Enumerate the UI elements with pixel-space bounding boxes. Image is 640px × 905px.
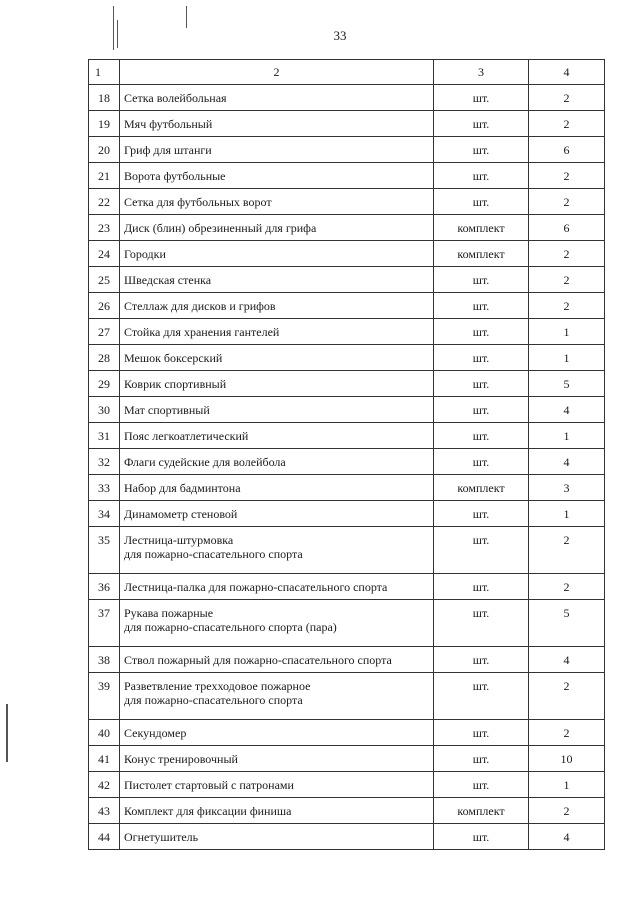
item-name-cell <box>120 85 434 111</box>
quantity-cell: 1 <box>529 319 605 345</box>
item-name-cell <box>120 574 434 600</box>
row-number-cell: 22 <box>89 189 120 215</box>
row-number-cell: 18 <box>89 85 120 111</box>
quantity-cell: 2 <box>529 798 605 824</box>
unit-cell: шт. <box>434 574 529 600</box>
equipment-table <box>88 59 605 850</box>
header-col-3: 3 <box>434 60 529 85</box>
table-row <box>89 137 605 163</box>
row-number-cell: 32 <box>89 449 120 475</box>
row-number-cell: 37 <box>89 600 120 647</box>
item-name-cell <box>120 137 434 163</box>
item-name-cell <box>120 449 434 475</box>
row-number-cell: 44 <box>89 824 120 850</box>
unit-cell: комплект <box>434 215 529 241</box>
row-number-cell: 33 <box>89 475 120 501</box>
unit-cell: шт. <box>434 647 529 673</box>
table-row <box>89 746 605 772</box>
row-number-cell: 27 <box>89 319 120 345</box>
table-row <box>89 824 605 850</box>
item-name-cell <box>120 746 434 772</box>
quantity-cell: 2 <box>529 189 605 215</box>
table-row <box>89 189 605 215</box>
item-name-cell <box>120 267 434 293</box>
item-name-line-1: Лестница-штурмовка <box>124 533 234 547</box>
table-row <box>89 85 605 111</box>
row-number-cell: 21 <box>89 163 120 189</box>
item-name-cell <box>120 798 434 824</box>
row-number-cell: 23 <box>89 215 120 241</box>
item-name-line-1: Рукава пожарные <box>124 606 214 620</box>
row-number-cell: 43 <box>89 798 120 824</box>
item-name-line-1: Конус тренировочный <box>124 751 238 766</box>
quantity-cell: 2 <box>529 85 605 111</box>
item-name-line-1: Лестница-палка для пожарно-спасательного спорта <box>124 579 388 594</box>
table-row <box>89 319 605 345</box>
quantity-cell: 2 <box>529 720 605 746</box>
row-number-cell: 20 <box>89 137 120 163</box>
row-number-cell: 24 <box>89 241 120 267</box>
table-row <box>89 475 605 501</box>
row-number-cell: 34 <box>89 501 120 527</box>
item-name-cell <box>120 345 434 371</box>
quantity-cell: 5 <box>529 371 605 397</box>
table-row <box>89 293 605 319</box>
scan-mark-top-mid <box>186 6 187 28</box>
quantity-cell: 2 <box>529 111 605 137</box>
item-name-line-2: для пожарно-спасательного спорта <box>124 693 303 707</box>
row-number-cell: 35 <box>89 527 120 574</box>
item-name-line-1: Пояс легкоатлетический <box>124 428 249 443</box>
row-number-cell: 40 <box>89 720 120 746</box>
item-name-line-1: Ворота футбольные <box>124 168 226 183</box>
quantity-cell: 4 <box>529 449 605 475</box>
item-name-cell <box>120 189 434 215</box>
item-name-cell <box>120 501 434 527</box>
table-row <box>89 215 605 241</box>
unit-cell: шт. <box>434 824 529 850</box>
quantity-cell: 10 <box>529 746 605 772</box>
unit-cell: шт. <box>434 319 529 345</box>
table-row <box>89 163 605 189</box>
unit-cell: шт. <box>434 85 529 111</box>
table-row <box>89 673 605 720</box>
row-number-cell: 41 <box>89 746 120 772</box>
item-name-line-1: Сетка волейбольная <box>124 90 227 105</box>
item-name-line-1: Разветвление трехходовое пожарное <box>124 679 311 693</box>
unit-cell: шт. <box>434 397 529 423</box>
item-name-cell <box>120 475 434 501</box>
item-name-line-1: Шведская стенка <box>124 272 212 287</box>
item-name-line-1: Мяч футбольный <box>124 116 213 131</box>
header-col-4: 4 <box>529 60 605 85</box>
item-name-cell <box>120 647 434 673</box>
row-number-cell: 19 <box>89 111 120 137</box>
unit-cell: шт. <box>434 345 529 371</box>
item-name-cell <box>120 772 434 798</box>
unit-cell: шт. <box>434 267 529 293</box>
item-name-line-1: Ствол пожарный для пожарно-спасательного спорта <box>124 652 392 667</box>
table-row <box>89 527 605 574</box>
row-number-cell: 25 <box>89 267 120 293</box>
table-row <box>89 371 605 397</box>
item-name-line-1: Сетка для футбольных ворот <box>124 194 272 209</box>
table-row <box>89 449 605 475</box>
item-name-line-1: Стеллаж для дисков и грифов <box>124 298 276 313</box>
unit-cell: шт. <box>434 111 529 137</box>
table-row <box>89 423 605 449</box>
item-name-cell <box>120 824 434 850</box>
unit-cell: шт. <box>434 423 529 449</box>
quantity-cell: 4 <box>529 824 605 850</box>
item-name-cell <box>120 163 434 189</box>
item-name-line-1: Флаги судейские для волейбола <box>124 454 286 469</box>
unit-cell: шт. <box>434 163 529 189</box>
item-name-line-1: Секундомер <box>124 725 187 740</box>
quantity-cell: 2 <box>529 163 605 189</box>
table-row <box>89 111 605 137</box>
scan-mark-left-edge <box>6 704 8 762</box>
item-name-line-1: Диск (блин) обрезиненный для грифа <box>124 220 317 235</box>
row-number-cell: 28 <box>89 345 120 371</box>
table-header-row <box>89 60 605 85</box>
quantity-cell: 1 <box>529 423 605 449</box>
item-name-cell <box>120 397 434 423</box>
quantity-cell: 2 <box>529 267 605 293</box>
quantity-cell: 6 <box>529 215 605 241</box>
table-row <box>89 241 605 267</box>
quantity-cell: 4 <box>529 647 605 673</box>
unit-cell: шт. <box>434 449 529 475</box>
table-row <box>89 772 605 798</box>
item-name-line-1: Набор для бадминтона <box>124 480 241 495</box>
item-name-cell <box>120 241 434 267</box>
item-name-cell <box>120 371 434 397</box>
unit-cell: шт. <box>434 293 529 319</box>
table-row <box>89 397 605 423</box>
item-name-line-1: Мат спортивный <box>124 402 210 417</box>
quantity-cell: 2 <box>529 574 605 600</box>
row-number-cell: 26 <box>89 293 120 319</box>
quantity-cell: 2 <box>529 673 605 720</box>
item-name-cell <box>120 215 434 241</box>
table-row <box>89 600 605 647</box>
unit-cell: шт. <box>434 501 529 527</box>
quantity-cell: 1 <box>529 345 605 371</box>
item-name-line-1: Мешок боксерский <box>124 350 223 365</box>
table-row <box>89 647 605 673</box>
unit-cell: комплект <box>434 798 529 824</box>
quantity-cell: 2 <box>529 241 605 267</box>
item-name-line-1: Гриф для штанги <box>124 142 212 157</box>
item-name-cell <box>120 293 434 319</box>
row-number-cell: 30 <box>89 397 120 423</box>
item-name-line-1: Комплект для фиксации финиша <box>124 803 292 818</box>
unit-cell: шт. <box>434 600 529 647</box>
item-name-cell <box>120 111 434 137</box>
row-number-cell: 39 <box>89 673 120 720</box>
row-number-cell: 42 <box>89 772 120 798</box>
item-name-line-1: Огнетушитель <box>124 829 199 844</box>
item-name-line-1: Стойка для хранения гантелей <box>124 324 280 339</box>
quantity-cell: 4 <box>529 397 605 423</box>
item-name-cell <box>120 720 434 746</box>
unit-cell: шт. <box>434 189 529 215</box>
item-name-line-2: для пожарно-спасательного спорта <box>124 547 303 561</box>
quantity-cell: 1 <box>529 501 605 527</box>
page-number: 33 <box>333 28 347 43</box>
item-name-line-1: Пистолет стартовый с патронами <box>124 777 294 792</box>
item-name-line-1: Городки <box>124 246 166 261</box>
quantity-cell: 2 <box>529 293 605 319</box>
unit-cell: шт. <box>434 673 529 720</box>
quantity-cell: 6 <box>529 137 605 163</box>
unit-cell: комплект <box>434 241 529 267</box>
table-row <box>89 720 605 746</box>
unit-cell: шт. <box>434 527 529 574</box>
row-number-cell: 29 <box>89 371 120 397</box>
unit-cell: шт. <box>434 371 529 397</box>
table-row <box>89 798 605 824</box>
unit-cell: шт. <box>434 772 529 798</box>
item-name-cell <box>120 673 434 720</box>
quantity-cell: 3 <box>529 475 605 501</box>
unit-cell: шт. <box>434 746 529 772</box>
equipment-table-body <box>89 60 605 850</box>
header-col-2: 2 <box>120 60 434 85</box>
quantity-cell: 2 <box>529 527 605 574</box>
quantity-cell: 1 <box>529 772 605 798</box>
row-number-cell: 36 <box>89 574 120 600</box>
table-row <box>89 501 605 527</box>
header-col-1: 1 <box>89 60 120 85</box>
unit-cell: шт. <box>434 137 529 163</box>
item-name-line-1: Динамометр стеновой <box>124 506 238 521</box>
item-name-cell <box>120 527 434 574</box>
table-row <box>89 574 605 600</box>
item-name-line-2: для пожарно-спасательного спорта (пара) <box>124 620 337 634</box>
item-name-line-1: Коврик спортивный <box>124 376 227 391</box>
unit-cell: шт. <box>434 720 529 746</box>
item-name-cell <box>120 423 434 449</box>
quantity-cell: 5 <box>529 600 605 647</box>
item-name-cell <box>120 319 434 345</box>
table-row <box>89 267 605 293</box>
table-row <box>89 345 605 371</box>
unit-cell: комплект <box>434 475 529 501</box>
row-number-cell: 38 <box>89 647 120 673</box>
row-number-cell: 31 <box>89 423 120 449</box>
item-name-cell <box>120 600 434 647</box>
